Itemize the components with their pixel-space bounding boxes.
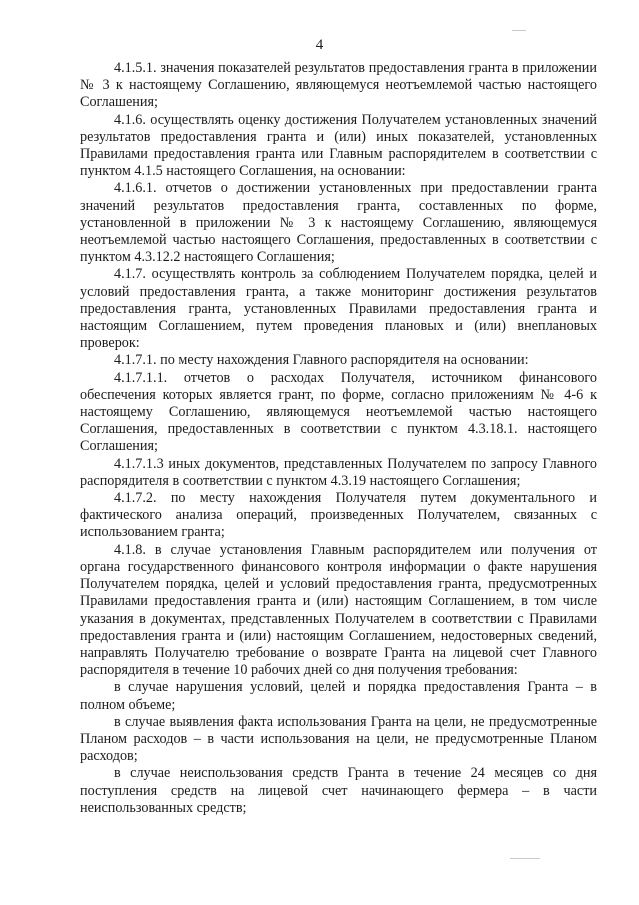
paragraph-4-1-7-2: 4.1.7.2. по месту нахождения Получателя путем документального и фактического анализа операций, произведенных Получателем, связанных с использованием гранта; <box>80 490 597 541</box>
paragraph-4-1-8: 4.1.8. в случае установления Главным распорядителем или получения от органа государственного финансового контроля информации о факте нарушения Получателем порядка, целей и условий предоставления гранта, предусмотренных Правилами предоставления гранта и (или) настоящим Соглашением, в том числе указания в документах, представленных Получателем в соответствии с Правилами предоставления гранта и (или) настоящим Соглашением, недостоверных сведений, направлять Получателю требование о возврате Гранта на лицевой счет Главного распорядителя в течение 10 рабочих дней со дня получения требования: <box>80 541 597 679</box>
paragraph-full-refund-case: в случае нарушения условий, целей и порядка предоставления Гранта – в полном объеме; <box>80 679 597 713</box>
paragraph-4-1-6-1: 4.1.6.1. отчетов о достижении установленных при предоставлении гранта значений результатов предоставления гранта, составленных по форме, установленной в приложении № 3 к настоящему Соглашению, являющемуся неотъемлемой частью настоящего Соглашения, предоставленных в соответствии с пунктом 4.3.12.2 настоящего Соглашения; <box>80 180 597 266</box>
paragraph-4-1-5-1: 4.1.5.1. значения показателей результатов предоставления гранта в приложении № 3 к настоящему Соглашению, являющемуся неотъемлемой частью настоящего Соглашения; <box>80 60 597 111</box>
paragraph-4-1-7: 4.1.7. осуществлять контроль за соблюдением Получателем порядка, целей и условий предоставления гранта, а также мониторинг достижения результатов предоставления гранта, установленных Правилами предоставления гранта и настоящим Соглашением, путем проведения плановых и (или) внеплановых проверок: <box>80 266 597 352</box>
paragraph-unused-funds-case: в случае неиспользования средств Гранта в течение 24 месяцев со дня поступления средств на лицевой счет начинающего фермера – в части неиспользованных средств; <box>80 765 597 816</box>
paragraph-4-1-7-1-3: 4.1.7.1.3 иных документов, представленных Получателем по запросу Главного распорядителя в соответствии с пунктом 4.3.19 настоящего Соглашения; <box>80 455 597 489</box>
paragraph-4-1-7-1-1: 4.1.7.1.1. отчетов о расходах Получателя, источником финансового обеспечения которых является грант, по форме, согласно приложениям № 4-6 к настоящему Соглашению, являющемуся неотъемлемой частью настоящего Соглашения, предоставленных в соответствии с пунктом 4.3.18.1. настоящего Соглашения; <box>80 369 597 455</box>
paragraph-4-1-7-1: 4.1.7.1. по месту нахождения Главного распорядителя на основании: <box>114 352 529 369</box>
paragraph-4-1-6: 4.1.6. осуществлять оценку достижения Получателем установленных значений результатов предоставления гранта и (или) иных показателей, установленных Правилами предоставления гранта или Главным распорядителем в соответствии с пунктом 4.1.5 настоящего Соглашения, на основании: <box>80 111 597 180</box>
scan-artifact <box>510 858 540 859</box>
paragraph-misuse-case: в случае выявления факта использования Гранта на цели, не предусмотренные Планом расходов – в части использования на цели, не предусмотренные Планом расходов; <box>80 713 597 765</box>
page-number: 4 <box>315 37 324 53</box>
document-body <box>80 60 597 817</box>
scan-artifact <box>512 30 526 31</box>
